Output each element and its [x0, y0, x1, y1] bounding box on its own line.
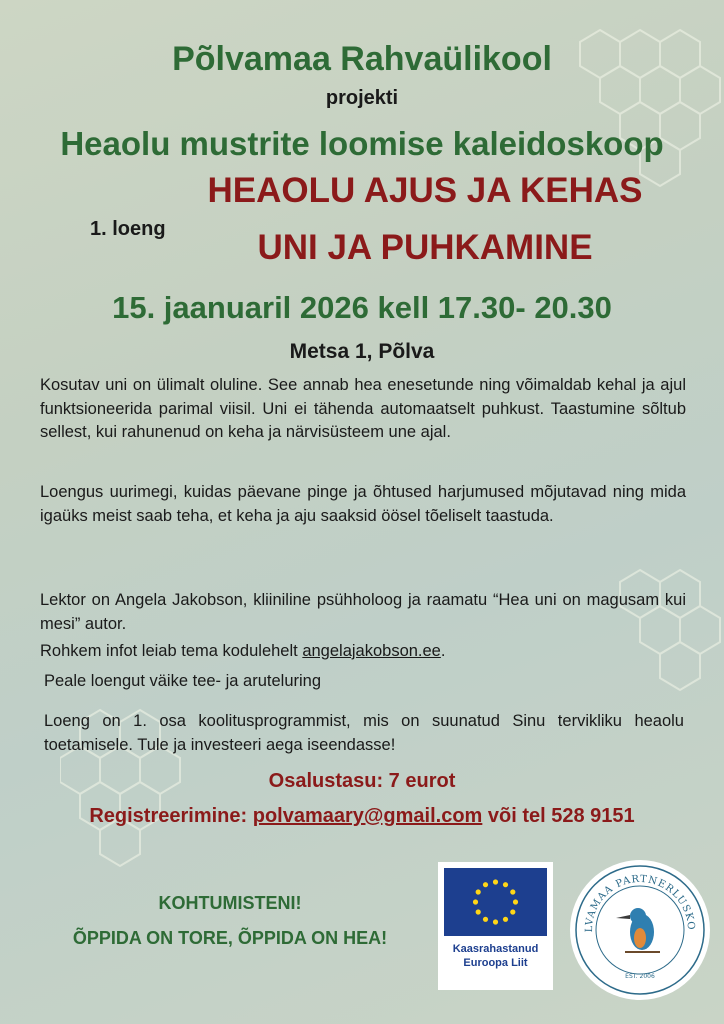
- organization-title: Põlvamaa Rahvaülikool: [172, 40, 552, 78]
- seal-est: EST. 2006: [625, 973, 655, 980]
- lecture-number: 1. loeng: [90, 218, 166, 240]
- seal-text: LVAMAA PARTNERLUSKO: [583, 873, 697, 933]
- registration-phone: või tel 528 9151: [482, 805, 635, 827]
- lecture-title: UNI JA PUHKAMINE: [257, 228, 593, 267]
- event-location: Metsa 1, Põlva: [289, 340, 435, 363]
- eu-caption-line1: Kaasrahastanud: [452, 943, 539, 955]
- more-info-line: [40, 640, 686, 664]
- eu-caption-line2: Euroopa Liit: [463, 957, 528, 969]
- kingfisher-icon: [616, 908, 660, 952]
- program-paragraph: Loeng on 1. osa koolitusprogrammist, mis on suunatud Sinu tervikliku heaolu toetamisele. Tule ja investeeri aega iseendasse!: [44, 712, 684, 754]
- eu-logo: [438, 862, 553, 990]
- lecturer-paragraph: Lektor on Angela Jakobson, kliiniline psühholoog ja raamatu “Hea uni on magusam kui mesi” autor.: [40, 591, 686, 633]
- eu-caption: [438, 942, 553, 970]
- partnership-seal-logo: [570, 860, 710, 1000]
- registration-line: [0, 805, 724, 828]
- participation-fee: Osalustasu: 7 eurot: [268, 770, 456, 792]
- project-word: projekti: [325, 87, 399, 109]
- eu-flag-icon: [444, 868, 547, 936]
- registration-email-link[interactable]: polvamaary@gmail.com: [252, 805, 483, 827]
- project-name: Heaolu mustrite loomise kaleidoskoop: [60, 125, 664, 162]
- more-info-prefix: Rohkem infot leiab tema kodulehelt: [40, 642, 303, 660]
- closing-greeting: KOHTUMISTENI!: [158, 893, 302, 913]
- tea-note: Peale loengut väike tee- ja aruteluring: [44, 672, 322, 690]
- registration-label: Registreerimine:: [89, 805, 253, 827]
- homepage-link[interactable]: angelajakobson.ee: [302, 642, 441, 660]
- more-info-suffix: .: [440, 642, 446, 660]
- explore-paragraph: Loengus uurimegi, kuidas päevane pinge ja õhtused harjumused mõjutavad ning mida igaüks meist saab teha, et keha ja aju saaksid öösel tõeliselt taastuda.: [40, 483, 686, 525]
- series-title: HEAOLU AJUS JA KEHAS: [207, 171, 643, 210]
- event-datetime: 15. jaanuaril 2026 kell 17.30- 20.30: [112, 290, 612, 325]
- closing-slogan: ÕPPIDA ON TORE, ÕPPIDA ON HEA!: [72, 928, 388, 948]
- intro-paragraph: Kosutav uni on ülimalt oluline. See annab hea enesetunde ning võimaldab kehal ja ajul funktsioneerida parimal viisil. Uni ei tähenda automaatselt puhkust. Taastumine sõltub sellest, kui rahunenud on keha ja närvisüsteem une ajal.: [40, 376, 686, 441]
